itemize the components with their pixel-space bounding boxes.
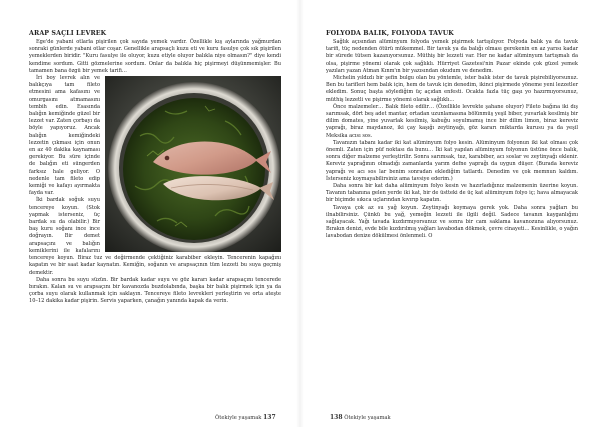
page-number: 137 [263,414,276,421]
paragraph: Önce malzemeler… Balık fileto edilir… (Özellikle levrekte şahane oluyor) Fileto bağına iki dış sarımsak, dört beş adet mantar, ortadan uzunlamasına bölünmüş yeşil biber, yuvarlak kesilmiş bir dilim domates, yine yuvarlak kesilmiş, kabuğu soyulmamış ince bir dilim limon, biraz kereviz yaprağı, biraz maydanoz, iki çay kaşığı zeytinyağı, göz kararı miktarda kurusu ya da yeşil Meksika acısı sos. [326,103,578,139]
recipe-photo [105,76,281,252]
paragraph: Daha sonra bu suyu süzün. Bir bardak kadar suyu ve göz kararı kadar arapsaçını tencerede bırakın. Kalan su ve arapsaçını bir kavanozda buzdolabında, başka bir balık pişirmek için ya da çorba suyu olarak kullanmak için saklayın. Tencereye fileto levrekleri yerleştirin ve orta ateşte 10–12 dakika kadar pişirin. Servis yaparken, çanağın yanında kapak da verin. [29,276,281,305]
footer-label: Ötekiyle yaşamak [215,415,262,421]
recipe-title: FOLYODA BALIK, FOLYODA TAVUK [326,30,454,37]
pot-photo-illustration [105,76,281,252]
paragraph: Tavaya çok az su yağ koyun. Zeytinyağı koymaya gerek yok. Daha sonra yağları bu ilnabilirsiniz. Çünkü bu yağ, yemeğin lezzeti ile ilgili değil. Sadece tavanın kayganlığını sağlayacak. Yağı tavada kızdırmıyorsunuz ve sonra bir cam saklama kavanozuna alıyorsunuz. Bırakın denizi, evde bile kızdırılmış yağları lavabodan dökmek, çevre cinayeti… Kesinlikle, o yağın lavabodan denize dökülmesi önlenmeli. O [326,204,578,240]
left-page [29,30,281,415]
recipe-title: ARAP SAÇLI LEVREK [29,30,107,37]
paragraph: İri boy levrek alın ve balıkçıya tam fileto etmesini ama kafasını ve omurgasını atmamasını tembih edin. Esasında balığın kemiğinde güzel bir lezzet var. Zaten çorbayı da böyle yapıyoruz. Ancak balığın kemiğindeki lezzetin çıkması için onun en az 40 dakika kaynaması gerekiyor. Bu süre içinde de balığın eti süngerden farksız hale geliyor. O nedenle tam fileto edip kemiği ve kafayı ayırmakta fayda var. [29,75,100,197]
right-page-footer [330,414,391,422]
paragraph: Sağlık açısından alüminyum folyoda yemek pişirmek tartışılıyor. Folyoda balık ya da tavuk tarifi, tüç nedenden ötürü mükemmel. Bir tavuk ya da balığı olması gerekenin en az yarısı kadar bir sürede tütsen kazanıyorsunuz. Müthiş bir lezzeti var. Her ne kadar alüminyum tartışmalı da olsa, pişirme yönemi olarak çok sağlıklı. Hürriyet Gazetesi'nin Pazar ekinde çok güzel yemek yazıları yazan Atman Kınm'ın bir yazısından okudum ve denedim. [326,39,578,74]
paragraph: Michelin yıldızlı bir şefin bulgu olan bu yöntemle, ister balık ister de tavuk pişirebiliyorsunuz. Ben bu tarifleri hem balık için, hem de tavuk için denedim, ikinci pişirmede yöneme yeni lezzetler ekledim. Sonuç başta söylediğim üç açıdan enfesti. Ocakta fazla tüç gaşı yo hazırmıyorsunuz, müthiş lezzetli ve pişirme yönemi olarak sağlıklı… [326,75,578,103]
paragraph: İki bardak soğuk suyu tencereye koyun. (Stok yapmak isterseniz, üç bardak su da olabilir.) Bir baş kuru soğanı ince ince doğrayın. Bir demet arapsaçını ve balığın kemiklerini ile kafalarını tencereye koyun. Biraz tuz ve değirmende çektiğiniz karabiber ekleyin. Tencerenin kapağını kapatın ve bir saat kadar kaynatın. Kemiğin, soğanın ve arapsaçının tüm lezzeti bu suya geçmiş demektir. [29,197,281,276]
paragraph: Tavanızın tabanı kadar iki kat alüminyum folyo kesin. Alüminyum folyonun iki kat olması çok önemli. Zaten için püf noktası da bunu… İki kat yapılan alüminyum folyonun üstüne önce balık, sonra diğer malzeme yerleştirilir. Sonra sarımsak, tuz, karabiber, acı soslar ve zeytinyağı eklenir. Kereviz yaprağının olmadığı zamanlarda yarım defne yaprağı da uygun düşer. (Burada kereviz yaprağı ve acı sos lar benim sonradan eklediğim tatlardı. Denedim ve çok memnun kaldım. İsterseniz koymayabilirsiniz ama tavsiye ederim.) [326,139,578,182]
book-gutter [296,0,304,427]
right-page [326,30,578,415]
paragraph: Ege'de yabani otlarla pişirilen çok sayıda yemek vardır. Özellikle kış aylarında yağmurdan sonraki günlerde yabani otlar coşar. Genellikle arapsaçlı kuzu eti ve kuru fasulye çok sık pişirilen yemeklerden biridir. "Kuru fasulye ile oluyor, kuzu etiyle oluyor balıkla niye olmasın?" diye kendi kendime sordum. Gitti gözmelerine sordum. Onlar da balıkla hiç pişirmeyi düşünmemişler. Bu tamamen bana özgü bir yemek tarifi… [29,39,281,74]
left-page-footer [215,414,276,422]
paragraph: Daha sonra bir kat daha alüminyum folyo kesin ve hazırladığınız malzemenin üzerine koyun. Tavanın tabanına gelen yerde iki kat, bir de üstteki de üç kat alüminyum folyo iç; hava almayacak bir biçimde sıkıca uçlarından kıvırıp kapatın. [326,183,578,204]
page-number: 138 [330,414,343,421]
footer-label: Ötekiyle yaşamak [344,415,391,421]
